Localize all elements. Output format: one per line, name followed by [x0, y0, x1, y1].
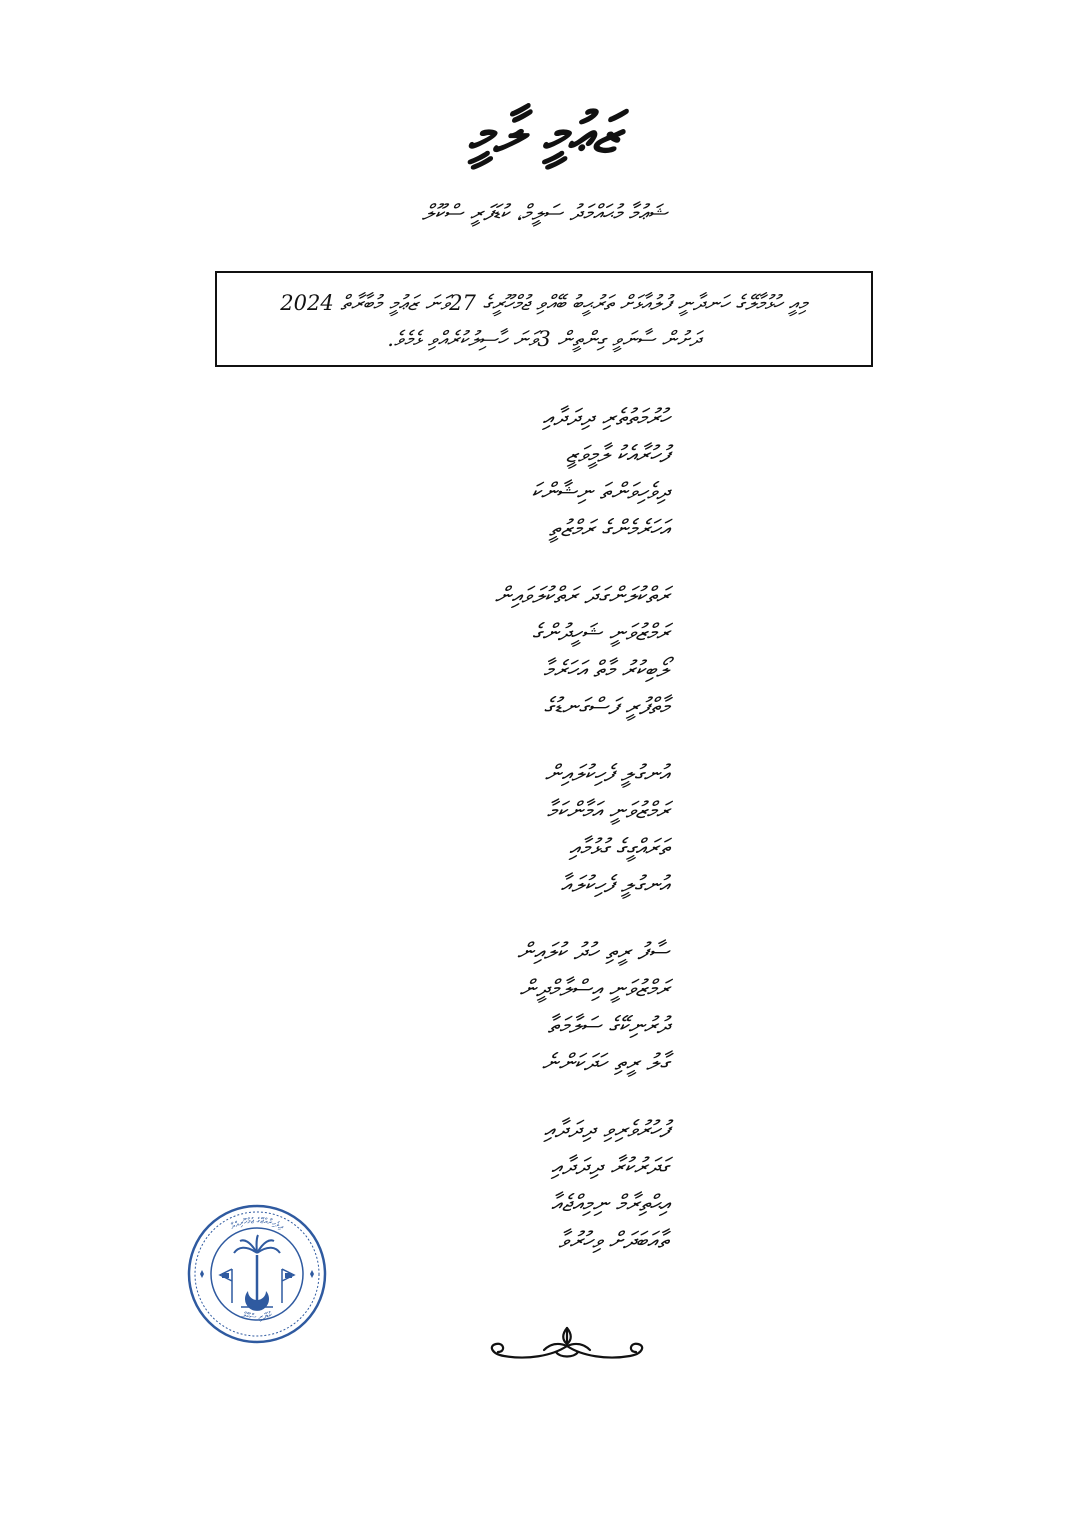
- poem-verse: ތާއަބަދަށް ވިހުރުވާ: [558, 1228, 669, 1254]
- poem-verse: ފުހުރާއެކު ލާމީވަޒީ: [565, 442, 669, 468]
- poem-stanza: [389, 400, 669, 548]
- poem-verse: ހުރުމަތުތެރި ދިދަދާއި: [542, 405, 669, 431]
- author-byline: ޝަޢުމާ މުޙައްމަދު ސަލީމް، ކުޑަފަރީ ސްކޫލް: [421, 201, 668, 226]
- award-notice-line-2: ދަށުން ސާނަވީ ގިންތީން 3ވަނަ ހާސިލުކުރެއްވި ޅެމެވެ.: [387, 327, 701, 351]
- poem-verse: ގާލު ރީތި ހަދަކަންނެ: [541, 1050, 669, 1076]
- seal-top-text: ދިވެހިރާއްޖޭގެ ޖުމްހޫރިއްޔާ: [228, 1215, 286, 1232]
- poem-verse: ދިވެހިވަންތަ ނިޝާންކަ: [531, 479, 669, 505]
- poem-verse: ރަމްޒުވަނީ އަމާންކަމާ: [546, 798, 669, 824]
- poem-verse: ރަމްޒުވަނީ ޝަހީދުންގެ: [531, 620, 669, 646]
- poem-verse: އަހަރެމެންގެ ރަމްޒުތީ: [548, 516, 669, 542]
- poem-stanza: [389, 934, 669, 1082]
- poem-verse: ފުހުރުވެރިވި ދިދަދާއި: [543, 1117, 669, 1143]
- poem-verse: އިޙްތިރާމް ނިމިއްޖެއާ: [550, 1191, 669, 1217]
- poem-title: ޒަޢުމީ ލާމީ: [468, 100, 621, 166]
- poem-verse: ގަދަރުކުރާ ދިދަދާއި: [551, 1154, 669, 1180]
- poem-verse: މާތްފުރީ ފަސްގަނޑުގެ: [543, 694, 669, 720]
- svg-text:ކުޑަފަރީ ސްކޫލް: [241, 1310, 274, 1322]
- award-notice-box: [215, 271, 873, 367]
- poem-verse: އުނގުލީ ފެހިކުލައިން: [544, 761, 669, 787]
- poem-stanza: [389, 578, 669, 726]
- poem-verse: އުނގުލީ ފެހިކުލައާ: [560, 872, 669, 898]
- decorative-flourish-icon: [482, 1322, 652, 1372]
- poem-stanza: [389, 756, 669, 904]
- svg-text:ދިވެހިރާއްޖޭގެ ޖުމްހޫރިއްޔާ: [229, 1216, 286, 1232]
- poem-verse: ރަތްކުލަންގަދަ ރަތްކުލަވައިން: [494, 583, 669, 609]
- award-notice-line-1: މިއީ ހުޅުމާލޭގެ ހަނދާނީ ފުލުއާޅަށް ތަރުޙީބު ބޭއްވި ޖުމްހޫރީގެ 27ވަނަ ޒަޢުމީ މުބާރާތް 2024: [280, 291, 808, 315]
- poem-verse: ސާފު ރީތި ހުދު ކުލައިން: [517, 939, 669, 965]
- poem-stanza: [389, 1112, 669, 1260]
- seal-bottom-text: ކުޑަފަރީ ސްކޫލް: [240, 1309, 274, 1322]
- poem-verse: ދުރުނިކޭގެ ސަލާމަތާ: [547, 1013, 669, 1039]
- poem-body: [389, 400, 669, 1290]
- school-seal-icon: [186, 1203, 328, 1345]
- poem-verse: ތަރައްގީގެ ގުޅުމާއި: [569, 835, 669, 861]
- poem-verse: ލޯބިކުރު މާތް އަހަރެމާ: [543, 657, 669, 683]
- poem-verse: ރަމްޒުވަނީ އިސްލާމްދީން: [519, 976, 669, 1002]
